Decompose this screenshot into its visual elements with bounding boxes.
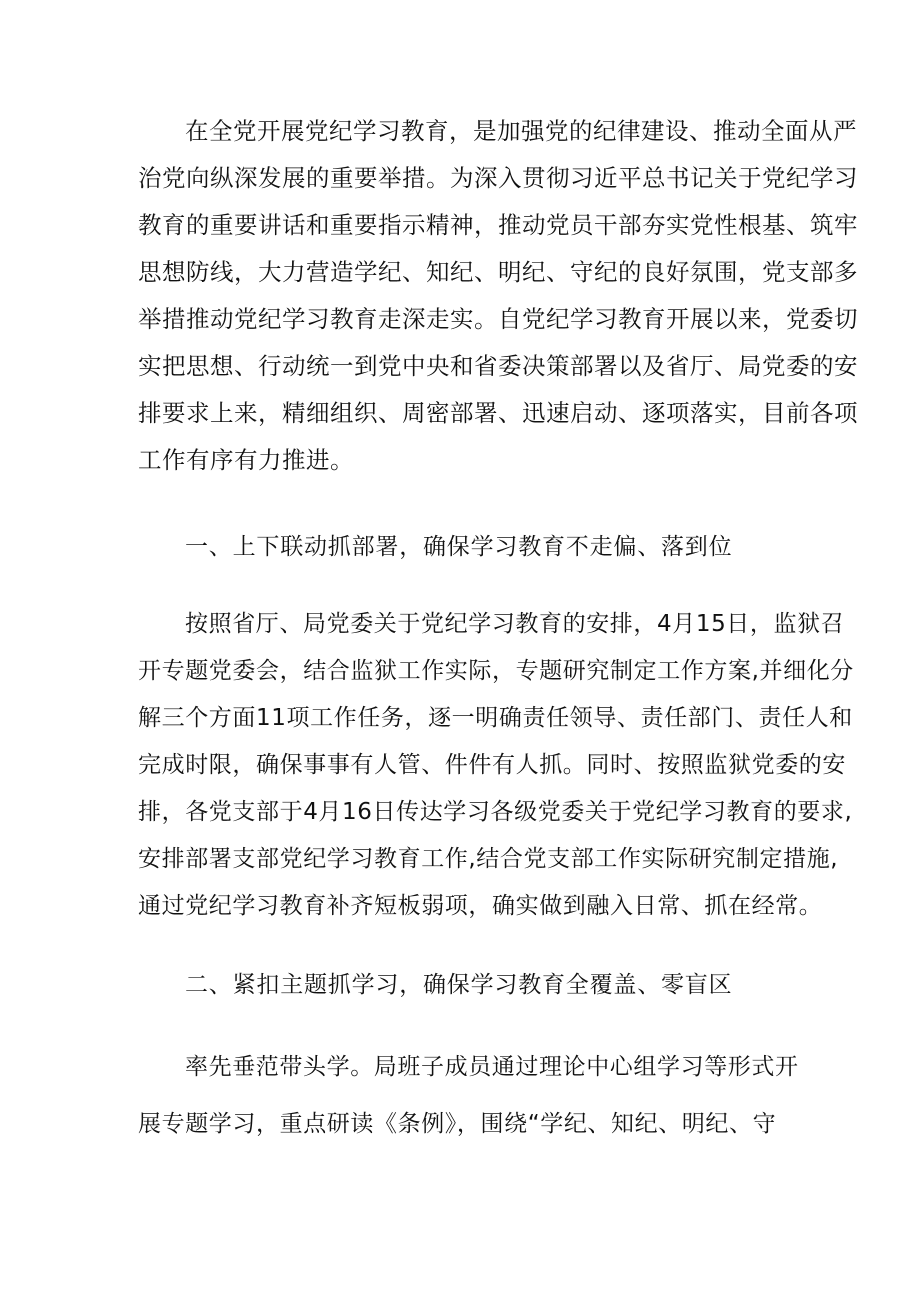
section-one-line-6: 安排部署支部党纪学习教育工作,结合党支部工作实际研究制定措施, — [138, 846, 839, 872]
intro-line-5: 举措推动党纪学习教育走深走实。自党纪学习教育开展以来，党委切 — [138, 305, 858, 333]
section-one-heading: 一、上下联动抓部署，确保学习教育不走偏、落到位 — [185, 534, 733, 560]
section-two-heading: 二、紧扣主题抓学习，确保学习教育全覆盖、零盲区 — [185, 972, 733, 998]
section-two-line-1: 率先垂范带头学。局班子成员通过理论中心组学习等形式开 — [185, 1054, 799, 1080]
intro-line-1: 在全党开展党纪学习教育，是加强党的纪律建设、推动全面从严 — [185, 117, 857, 145]
section-two-line-2: 展专题学习，重点研读《条例》，围绕“学纪、知纪、明纪、守 — [138, 1111, 777, 1137]
section-one-line-1: 按照省厅、局党委关于党纪学习教育的安排，4月15日，监狱召 — [185, 611, 845, 637]
section-one-line-3: 解三个方面11项工作任务，逐一明确责任领导、责任部门、责任人和 — [138, 705, 853, 731]
intro-line-4: 思想防线，大力营造学纪、知纪、明纪、守纪的良好氛围，党支部多 — [138, 258, 858, 286]
section-one-line-5: 排，各党支部于4月16日传达学习各级党委关于党纪学习教育的要求, — [138, 799, 853, 825]
intro-line-2: 治党向纵深发展的重要举措。为深入贯彻习近平总书记关于党纪学习 — [138, 164, 858, 192]
intro-line-7: 排要求上来，精细组织、周密部署、迅速启动、逐项落实，目前各项 — [138, 399, 858, 427]
section-one-line-7: 通过党纪学习教育补齐短板弱项，确实做到融入日常、抓在经常。 — [138, 893, 823, 919]
section-one-line-4: 完成时限，确保事事有人管、件件有人抓。同时、按照监狱党委的安 — [138, 752, 846, 778]
intro-line-3: 教育的重要讲话和重要指示精神，推动党员干部夯实党性根基、筑牢 — [138, 211, 858, 239]
section-one-line-2: 开专题党委会，结合监狱工作实际，专题研究制定工作方案,并细化分 — [138, 658, 854, 684]
intro-line-6: 实把思想、行动统一到党中央和省委决策部署以及省厅、局党委的安 — [138, 352, 858, 380]
intro-line-8: 工作有序有力推进。 — [138, 446, 354, 474]
